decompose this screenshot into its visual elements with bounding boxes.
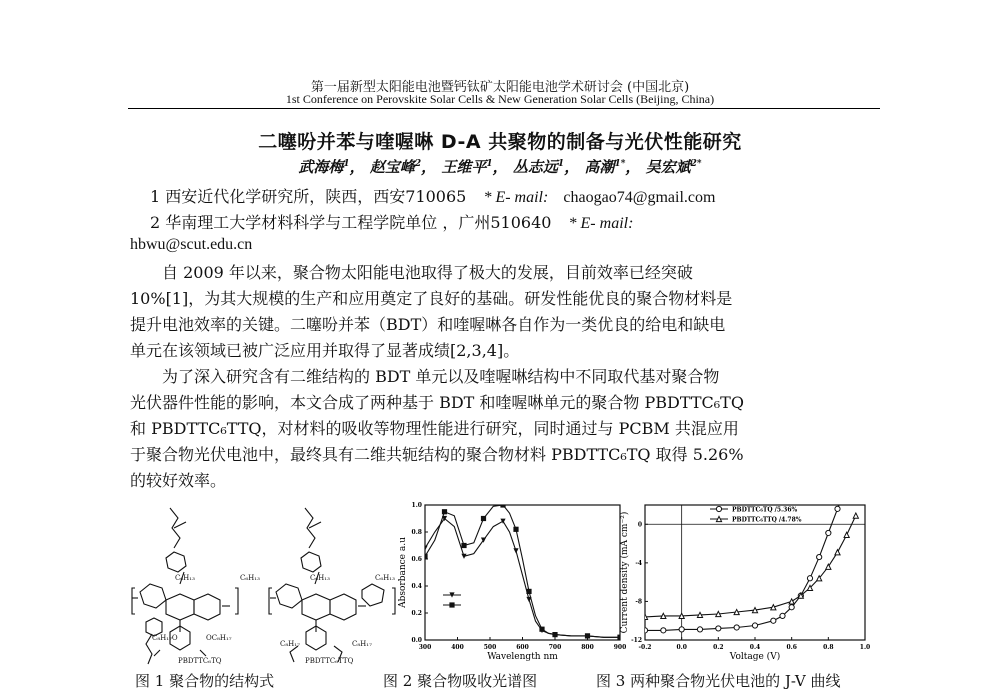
data-point: [752, 608, 757, 613]
author: 王维平: [441, 158, 487, 176]
x-tick-label: 1.0: [859, 644, 871, 651]
figure-3-caption: 图 3 两种聚合物光伏电池的 J-V 曲线: [596, 672, 841, 690]
data-point: [716, 611, 721, 616]
structure-label: PBDTTC₆TTQ: [305, 657, 354, 665]
data-point: [679, 627, 684, 632]
substituent-label: C₈H₁₇: [280, 640, 300, 648]
email-link[interactable]: chaogao74@gmail.com: [563, 189, 716, 206]
x-tick-label: 0.8: [823, 644, 834, 651]
author: 高潮: [584, 158, 615, 176]
data-point: [585, 633, 590, 638]
x-tick-label: 400: [451, 644, 464, 651]
data-point: [481, 516, 486, 521]
x-tick-label: 0.4: [749, 644, 761, 651]
legend-marker: [449, 602, 454, 607]
data-point: [642, 614, 647, 619]
y-tick-label: 0.4: [411, 583, 422, 590]
y-tick-label: 0.0: [411, 637, 422, 644]
y-tick-label: 0.2: [411, 610, 422, 617]
x-tick-label: 500: [483, 644, 497, 651]
series-line: [425, 519, 620, 638]
substituent-label: C₈H₁₇: [352, 640, 372, 648]
email-link[interactable]: hbwu@scut.edu.cn: [130, 236, 253, 253]
y-tick-label: -8: [635, 598, 642, 606]
data-point: [807, 576, 812, 581]
data-point: [422, 554, 427, 559]
x-tick-label: 700: [548, 644, 562, 651]
y-tick-label: 0: [637, 521, 642, 529]
data-point: [853, 513, 858, 518]
y-tick-label: -4: [635, 559, 642, 567]
structure-label: PBDTTC₆TQ: [178, 657, 222, 665]
data-point: [661, 628, 666, 633]
substituent-label: C₆H₁₃: [175, 574, 195, 582]
data-point: [526, 589, 531, 594]
series-line: [425, 505, 620, 637]
legend-label: PBDTTC₆TTQ /4.78%: [732, 516, 802, 524]
paragraph-intro: 自 2009 年以来，聚合物太阳能电池取得了极大的发展，目前效率已经突破 10%[1]，为其大规模的生产和应用奠定了良好的基础。研发性能优良的聚合物材料是 提升电池效率的关键。二噻吩并苯（BDT）和喹喔啉各自作为一类优良的给电和缺电 单元在该领域已被广泛应用并取得了显著成绩[2,3,4]。: [130, 263, 733, 360]
legend-label: PBDTTC₆TQ /5.36%: [732, 506, 798, 514]
x-tick-label: 0.6: [786, 644, 797, 651]
author: 赵宝峰: [369, 158, 415, 176]
author: 吴宏斌: [645, 158, 691, 176]
data-point: [835, 506, 840, 511]
conference-title-en: 1st Conference on Perovskite Solar Cells & New Generation Solar Cells (Beijing, China): [285, 92, 715, 106]
data-point: [552, 632, 557, 637]
data-point: [461, 543, 466, 548]
x-tick-label: 0.0: [676, 644, 687, 651]
paper-title: 二噻吩并苯与喹喔啉 D-A 共聚物的制备与光伏性能研究: [258, 131, 742, 153]
data-point: [826, 530, 831, 535]
substituent-label: C₈H₁₇O: [152, 634, 178, 642]
data-point: [697, 627, 702, 632]
legend-marker: [716, 516, 721, 521]
substituent-label: C₆H₁₃: [375, 574, 395, 582]
author: 武海梅: [298, 158, 344, 176]
data-point: [771, 605, 776, 610]
figure-1-caption: 图 1 聚合物的结构式: [135, 672, 275, 690]
data-point: [679, 613, 684, 618]
absorption-chart: [395, 495, 630, 667]
data-point: [835, 550, 840, 555]
y-axis-label: Current density (mA cm⁻²): [620, 511, 630, 634]
jv-curve-chart: [615, 495, 875, 667]
data-point: [771, 618, 776, 623]
x-axis-label: Wavelength nm: [487, 652, 558, 662]
author: 丛志远: [512, 158, 558, 176]
data-point: [734, 609, 739, 614]
x-tick-label: 800: [581, 644, 594, 651]
data-point: [661, 613, 666, 618]
paragraph-method: 为了深入研究含有二维结构的 BDT 单元以及喹喔啉结构中不同取代基对聚合物 光伏器件性能的影响，本文合成了两种基于 BDT 和喹喔啉单元的聚合物 PBDTTC₆TQ 和 PBDTTC₆TTQ，对材料的吸收等物理性能进行研究，同时通过与 PCBM 共混应用 于聚合物光伏电池中，最终具有二维共轭结构的聚合物材料 PBDTTC₆TQ 取得 5.26% 的较好效率。: [130, 367, 744, 490]
polymer-structure-figure: [130, 500, 400, 670]
data-point: [789, 599, 794, 604]
data-point: [789, 605, 794, 610]
data-point: [500, 502, 505, 507]
data-point: [780, 613, 785, 618]
y-tick-label: 0.8: [411, 529, 422, 536]
data-point: [513, 527, 518, 532]
data-point: [752, 623, 757, 628]
data-point: [716, 626, 721, 631]
x-tick-label: 0.2: [713, 644, 724, 651]
data-point: [826, 564, 831, 569]
substituent-label: C₆H₁₃: [240, 574, 260, 582]
x-tick-label: 900: [613, 644, 627, 651]
affiliation-2: 2 华南理工大学材料科学与工程学院单位 ，广州510640 * E- mail:: [150, 213, 634, 232]
header-rule: [128, 108, 880, 109]
plot-frame: [645, 505, 865, 640]
x-tick-label: 600: [516, 644, 529, 651]
data-point: [513, 548, 518, 553]
plot-frame: [425, 505, 620, 640]
data-point: [442, 509, 447, 514]
x-tick-label: -0.2: [638, 644, 652, 651]
affiliation-1: 1 西安近代化学研究所，陕西，西安710065 * E- mail: chaogao74@gmail.com: [150, 187, 716, 206]
data-point: [642, 628, 647, 633]
data-point: [697, 612, 702, 617]
substituent-label: OC₈H₁₇: [206, 634, 232, 642]
x-axis-label: Voltage (V): [729, 652, 781, 662]
conference-title-cn: 第一届新型太阳能电池暨钙钛矿太阳能电池学术研讨会 (中国北京): [310, 80, 690, 95]
y-tick-label: 1.0: [411, 502, 422, 509]
series-line: [645, 495, 847, 630]
data-point: [844, 532, 849, 537]
data-point: [539, 627, 544, 632]
data-point: [500, 519, 505, 524]
legend-marker: [716, 506, 721, 511]
y-tick-label: -12: [631, 637, 642, 644]
figure-2-caption: 图 2 聚合物吸收光谱图: [383, 672, 538, 690]
author-list: 武海梅$^1$， 赵宝峰$^2$， 王维平$^1$， 丛志远$^1$， 高潮$^{1*}$， 吴宏斌$^{2*}$: [298, 158, 702, 176]
data-point: [817, 554, 822, 559]
y-axis-label: Absorbance a.u: [398, 537, 408, 608]
substituent-label: C₆H₁₃: [310, 574, 330, 582]
data-point: [422, 546, 427, 551]
y-tick-label: 0.6: [411, 556, 422, 563]
series-line: [645, 516, 856, 617]
data-point: [734, 625, 739, 630]
x-tick-label: 300: [418, 644, 432, 651]
